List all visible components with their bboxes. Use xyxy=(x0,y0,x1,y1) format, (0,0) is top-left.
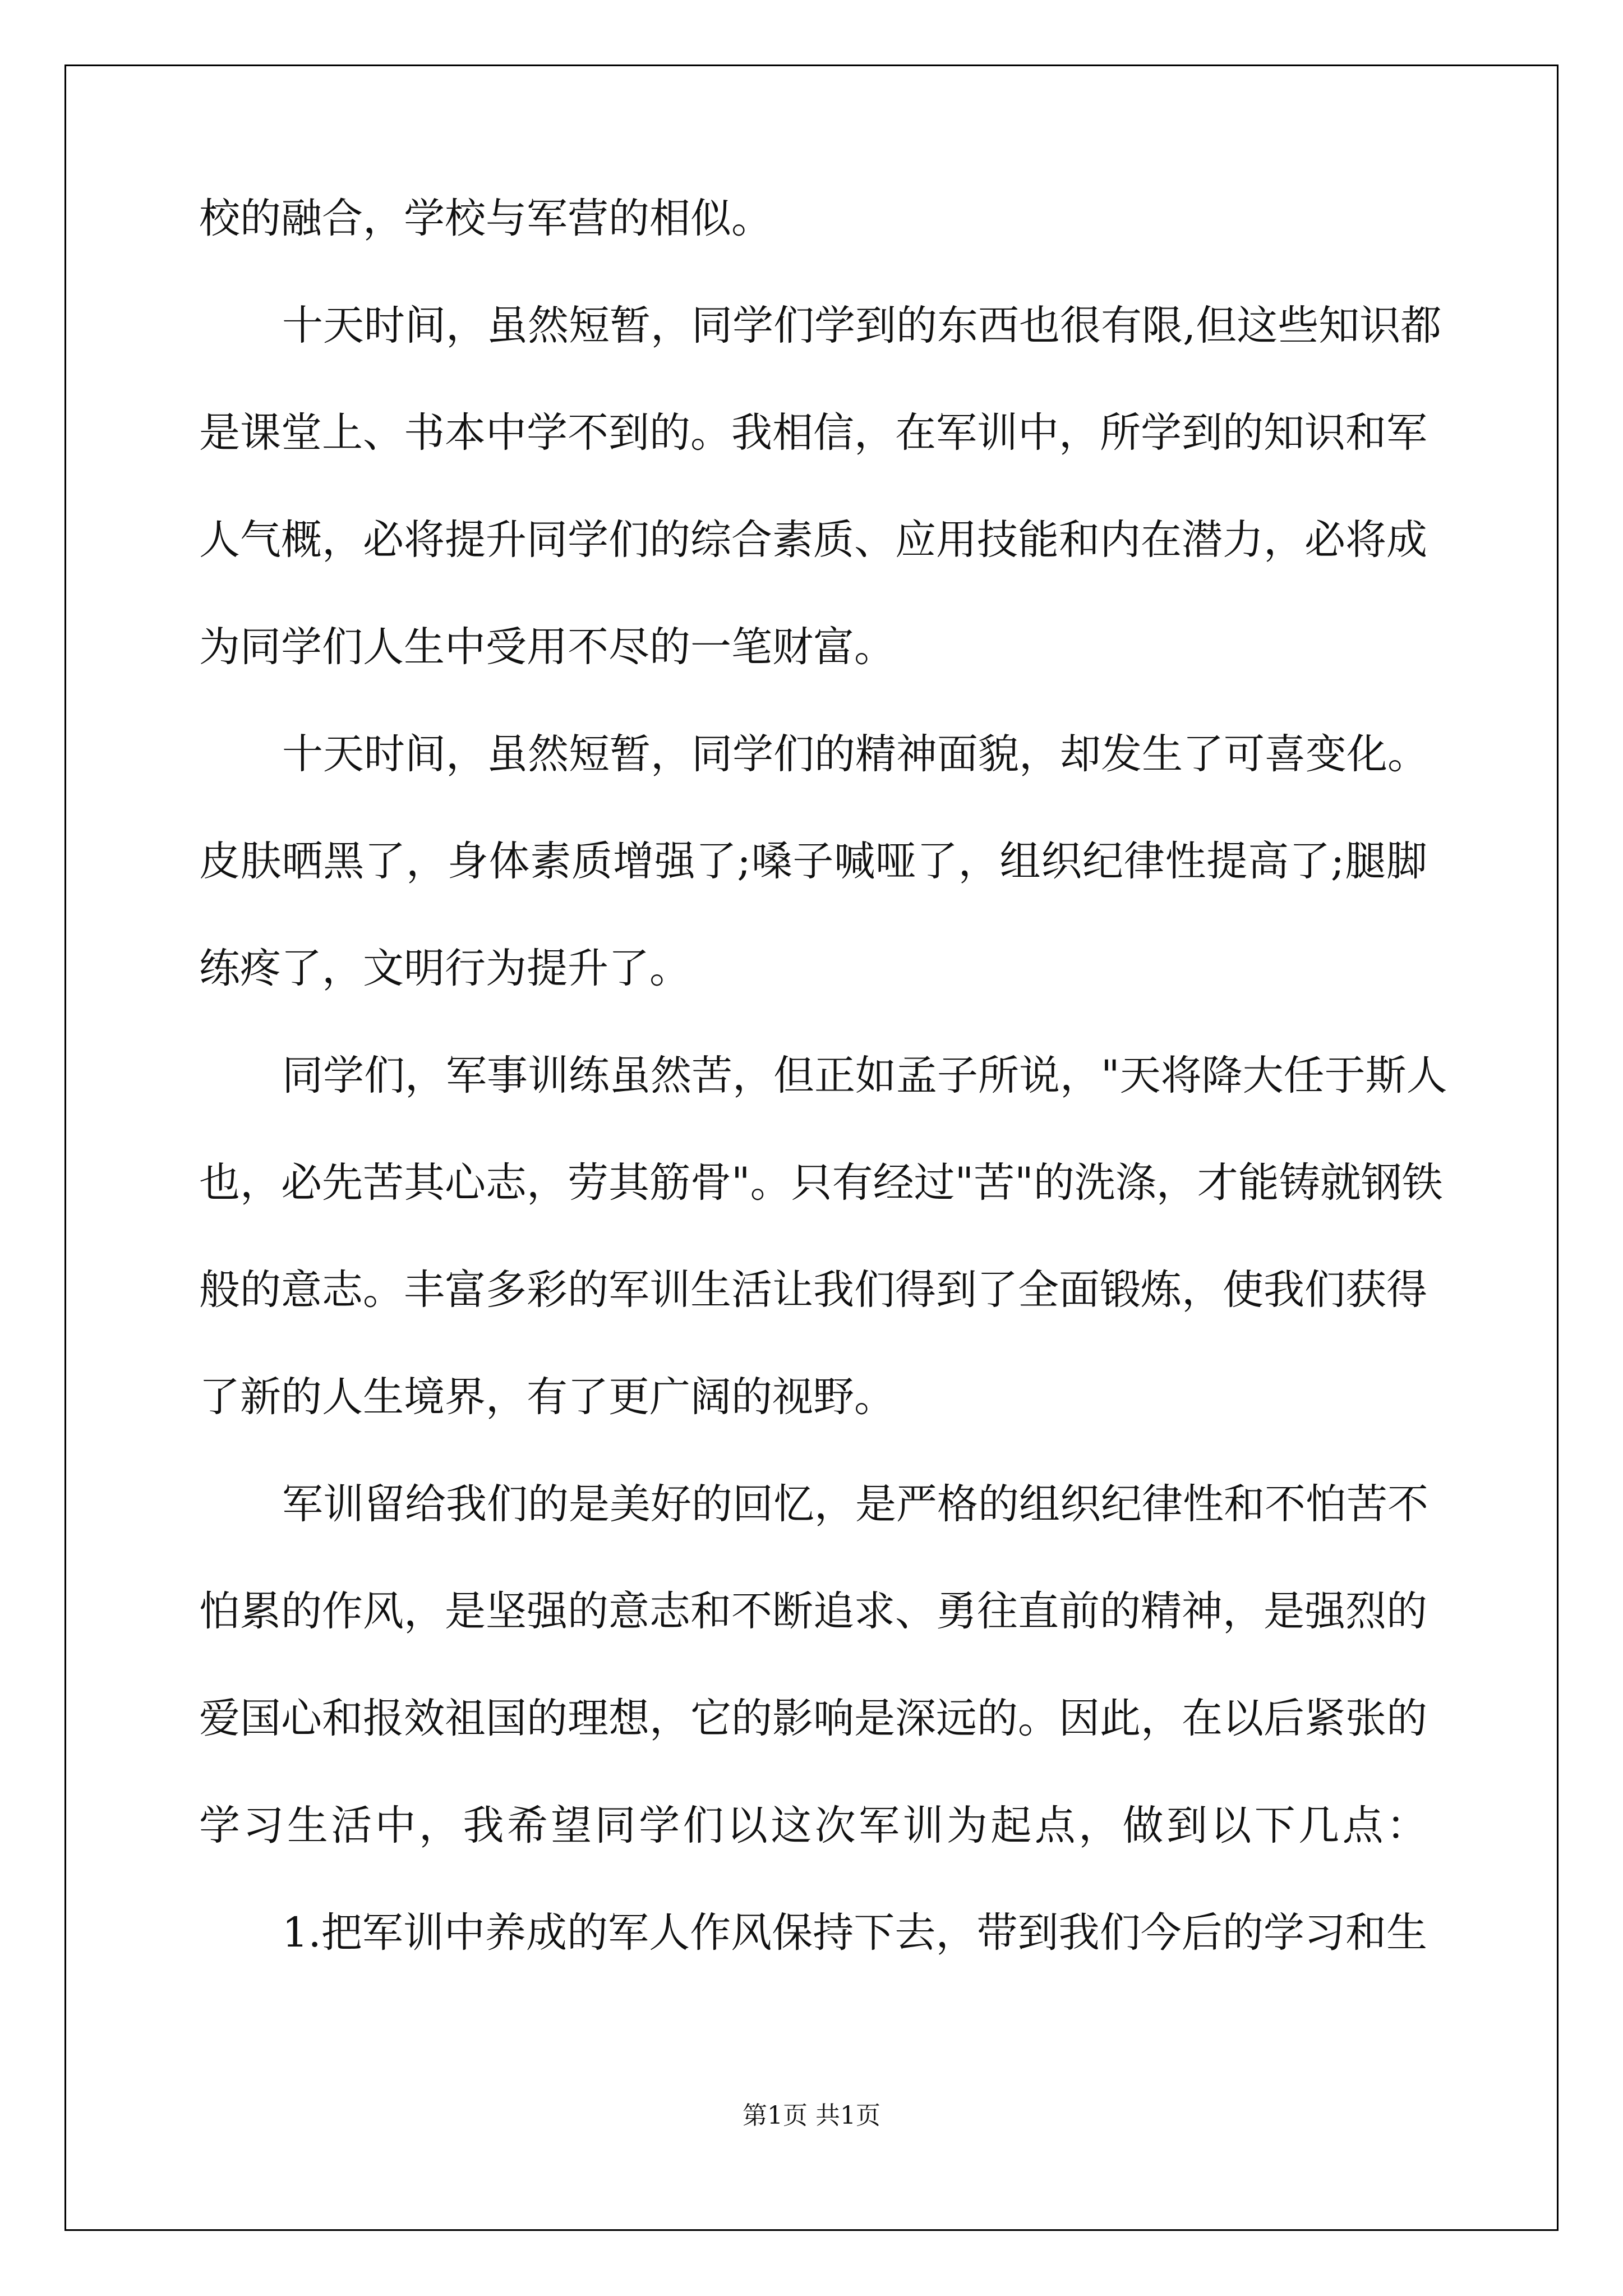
text-line: 校的融合，学校与军营的相似。 xyxy=(199,195,772,242)
text-line: 1.把军训中养成的军人作风保持下去，带到我们今后的学习和生 xyxy=(282,1909,1427,1957)
text-line: 十天时间，虽然短暂，同学们学到的东西也很有限,但这些知识都 xyxy=(282,302,1442,349)
text-line: 爱国心和报效祖国的理想，它的影响是深远的。因此，在以后紧张的 xyxy=(199,1695,1427,1742)
text-line: 也，必先苦其心志，劳其筋骨"。只有经过"苦"的洗涤，才能铸就钢铁 xyxy=(199,1159,1443,1207)
text-line: 同学们，军事训练虽然苦，但正如孟子所说，"天将降大任于斯人 xyxy=(282,1052,1447,1099)
text-line: 了新的人生境界，有了更广阔的视野。 xyxy=(199,1373,895,1421)
text-line: 怕累的作风，是坚强的意志和不断追求、勇往直前的精神，是强烈的 xyxy=(199,1588,1427,1635)
text-line: 为同学们人生中受用不尽的一笔财富。 xyxy=(199,623,895,671)
text-line: 练疼了，文明行为提升了。 xyxy=(199,945,690,992)
text-line: 是课堂上、书本中学不到的。我相信，在军训中，所学到的知识和军 xyxy=(199,409,1427,457)
text-line: 军训留给我们的是美好的回忆，是严格的组织纪律性和不怕苦不 xyxy=(282,1480,1428,1528)
text-line: 十天时间，虽然短暂，同学们的精神面貌，却发生了可喜变化。 xyxy=(282,730,1428,778)
text-line: 皮肤晒黑了，身体素质增强了;嗓子喊哑了，组织纪律性提高了;腿脚 xyxy=(199,838,1427,885)
text-line: 般的意志。丰富多彩的军训生活让我们得到了全面锻炼，使我们获得 xyxy=(199,1266,1427,1314)
text-line: 学习生活中，我希望同学们以这次军训为起点，做到以下几点： xyxy=(199,1802,1427,1849)
page-footer: 第1页 共1页 xyxy=(743,2101,880,2130)
text-line: 人气概，必将提升同学们的综合素质、应用技能和内在潜力，必将成 xyxy=(199,516,1427,564)
